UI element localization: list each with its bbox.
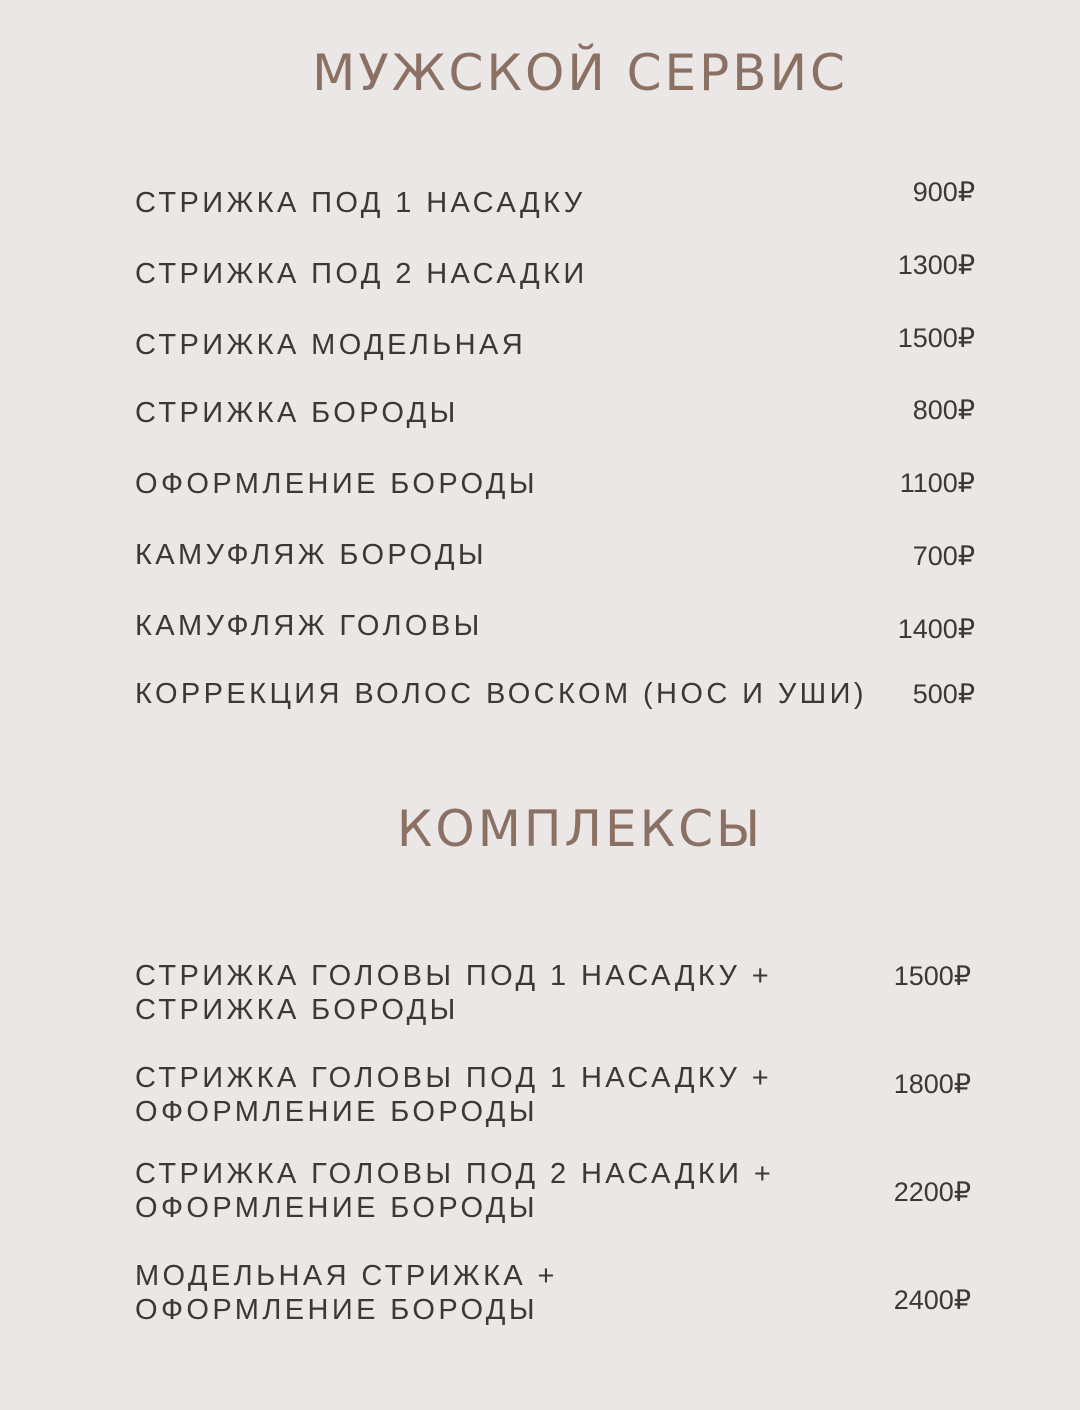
service-name: КАМУФЛЯЖ ГОЛОВЫ [135, 610, 483, 642]
combo-name-line: СТРИЖКА ГОЛОВЫ ПОД 2 НАСАДКИ + [135, 1158, 775, 1190]
service-name: КОРРЕКЦИЯ ВОЛОС ВОСКОМ (НОС И УШИ) [135, 678, 867, 710]
service-price: 1100₽ [899, 468, 975, 498]
mens-service-title: МУЖСКОЙ СЕРВИС [312, 44, 848, 102]
combo-name-line: ОФОРМЛЕНИЕ БОРОДЫ [135, 1192, 538, 1224]
service-name: ОФОРМЛЕНИЕ БОРОДЫ [135, 468, 538, 500]
combo-name [135, 1061, 772, 1129]
service-name: КАМУФЛЯЖ БОРОДЫ [135, 539, 487, 571]
combo-name [135, 1259, 558, 1327]
service-name: СТРИЖКА ПОД 1 НАСАДКУ [135, 187, 586, 219]
combo-name-line: МОДЕЛЬНАЯ СТРИЖКА + [135, 1260, 558, 1292]
service-name: СТРИЖКА БОРОДЫ [135, 397, 459, 429]
combo-name-line: ОФОРМЛЕНИЕ БОРОДЫ [135, 1294, 538, 1326]
combos-title: КОМПЛЕКСЫ [396, 800, 764, 858]
service-price: 1300₽ [897, 250, 975, 280]
combo-name-line: СТРИЖКА ГОЛОВЫ ПОД 1 НАСАДКУ + [135, 1062, 773, 1094]
combo-name [135, 1157, 774, 1225]
combo-price: 2200₽ [893, 1177, 971, 1207]
combo-price: 1800₽ [893, 1069, 971, 1099]
service-price: 500₽ [912, 679, 975, 709]
combo-price: 1500₽ [893, 961, 971, 991]
service-name: СТРИЖКА МОДЕЛЬНАЯ [135, 329, 527, 361]
service-price: 1400₽ [897, 614, 975, 644]
service-price: 900₽ [912, 177, 975, 207]
combo-name [135, 959, 772, 1027]
combo-name-line: ОФОРМЛЕНИЕ БОРОДЫ [135, 1096, 538, 1128]
combo-name-line: СТРИЖКА БОРОДЫ [135, 994, 459, 1026]
service-price: 1500₽ [897, 323, 975, 353]
service-price: 700₽ [912, 541, 975, 571]
combo-price: 2400₽ [893, 1285, 971, 1315]
combo-name-line: СТРИЖКА ГОЛОВЫ ПОД 1 НАСАДКУ + [135, 960, 773, 992]
service-price: 800₽ [912, 395, 975, 425]
service-name: СТРИЖКА ПОД 2 НАСАДКИ [135, 258, 588, 290]
